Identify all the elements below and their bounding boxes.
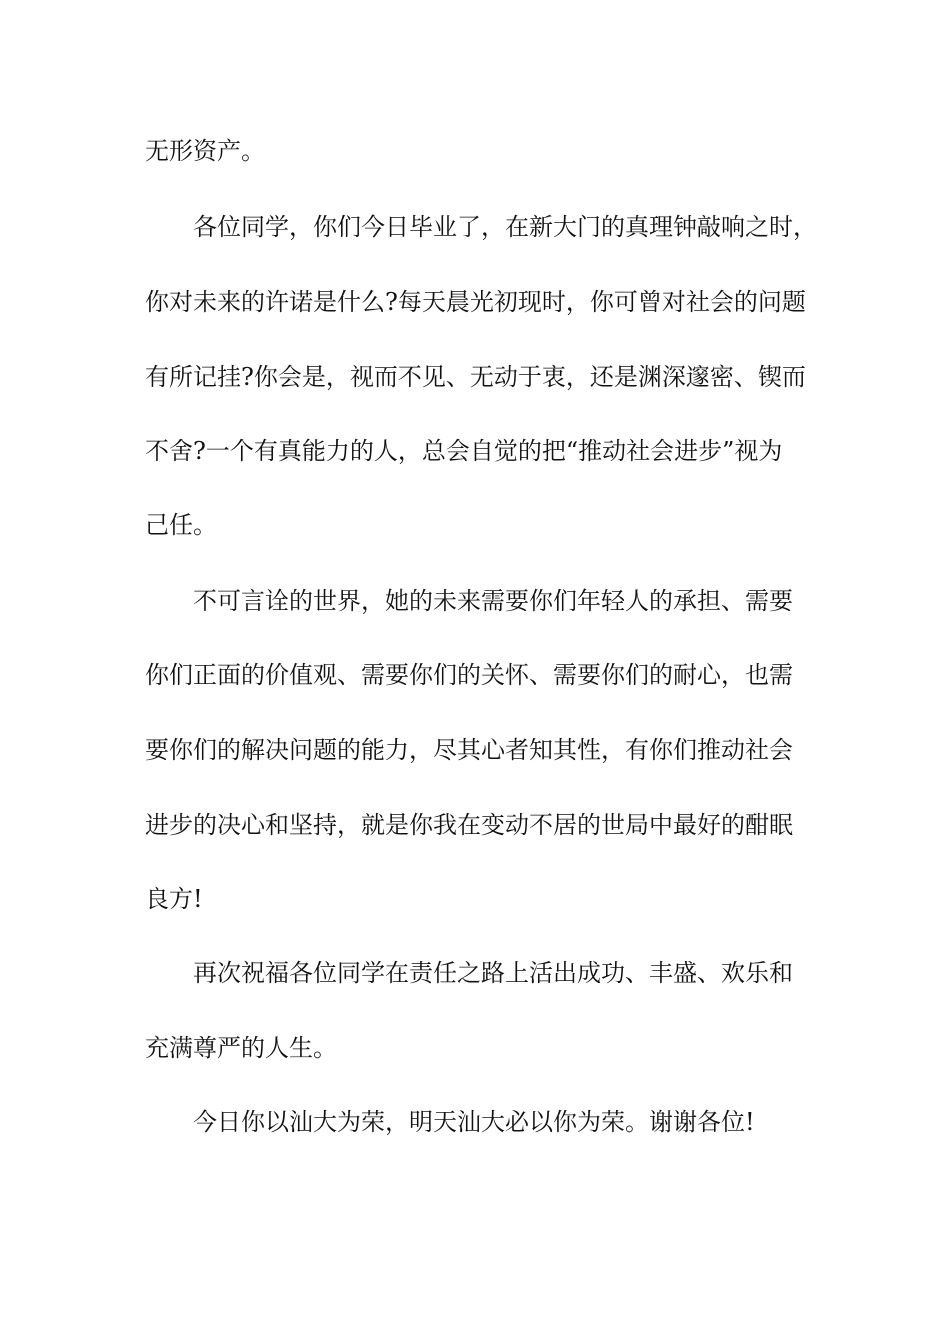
paragraph-start-line: 各位同学，你们今日毕业了，在新大门的真理钟敲响之时，	[193, 213, 817, 241]
paragraph-start-line: 今日你以汕大为荣，明天汕大必以你为荣。谢谢各位!	[193, 1108, 755, 1136]
text-line: 有所记挂?你会是，视而不见、无动于衷，还是渊深邃密、锲而	[145, 363, 806, 391]
text-line: 充满尊严的人生。	[145, 1034, 337, 1062]
paragraph-start-line: 再次祝福各位同学在责任之路上活出成功、丰盛、欢乐和	[193, 959, 793, 987]
text-line: 己任。	[145, 511, 217, 539]
paragraph-start-line: 不可言诠的世界，她的未来需要你们年轻人的承担、需要	[193, 587, 793, 615]
text-line: 不舍?一个有真能力的人，总会自觉的把“推动社会进步”视为	[145, 437, 783, 465]
text-line: 无形资产。	[145, 137, 265, 165]
text-line: 要你们的解决问题的能力，尽其心者知其性，有你们推动社会	[145, 736, 793, 764]
text-line: 进步的决心和坚持，就是你我在变动不居的世局中最好的酣眠	[145, 811, 793, 839]
text-line: 你对未来的许诺是什么?每天晨光初现时，你可曾对社会的问题	[145, 288, 806, 316]
text-line: 你们正面的价值观、需要你们的关怀、需要你们的耐心，也需	[145, 661, 793, 689]
text-line: 良方!	[145, 885, 203, 913]
